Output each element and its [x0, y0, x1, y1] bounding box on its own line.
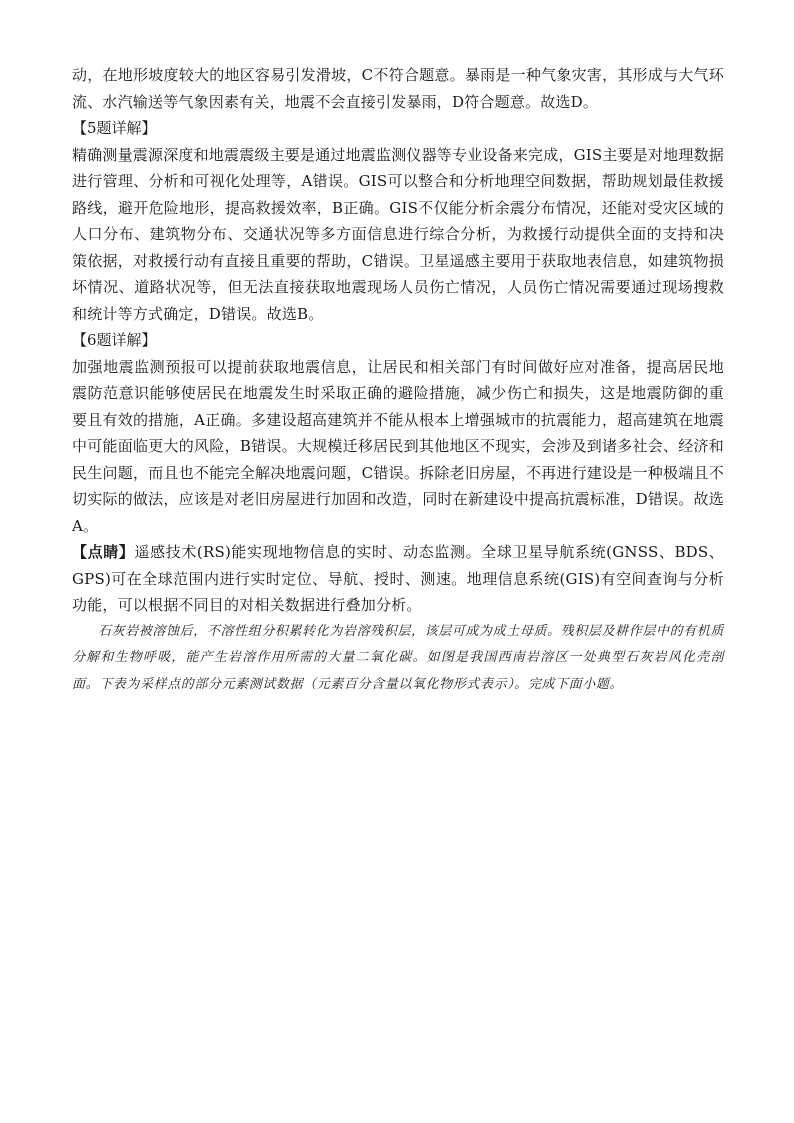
key-point-paragraph [72, 539, 724, 619]
q6-explanation: 加强地震监测预报可以提前获取地震信息，让居民和相关部门有时间做好应对准备，提高居民地震防范意识能够使居民在地震发生时采取正确的避险措施，减少伤亡和损失，这是地震防御的重要且有效的措施，A正确。多建设超高建筑并不能从根本上增强城市的抗震能力，超高建筑在地震中可能面临更大的风险，B错误。大规模迁移居民到其他地区不现实，会涉及到诸多社会、经济和民生问题，而且也不能完全解决地震问题，C错误。拆除老旧房屋，不再进行建设是一种极端且不切实际的做法，应该是对老旧房屋进行加固和改造，同时在新建设中提高抗震标准，D错误。故选A。 [72, 357, 724, 535]
question-intro-paragraph: 石灰岩被溶蚀后，不溶性组分积累转化为岩溶残积层，该层可成为成土母质。残积层及耕作层中的有机质分解和生物呼吸，能产生岩溶作用所需的大量二氧化碳。如图是我国西南岩溶区一处典型石灰岩风化壳剖面。下表为采样点的部分元素测试数据（元素百分含量以氧化物形式表示）。完成下面小题。 [72, 623, 724, 692]
previous-answer-paragraph: 动，在地形坡度较大的地区容易引发滑坡，C不符合题意。暴雨是一种气象灾害，其形成与大气环流、水汽输送等气象因素有关，地震不会直接引发暴雨，D符合题意。故选D。 [72, 66, 724, 111]
q5-explanation: 精确测量震源深度和地震震级主要是通过地震监测仪器等专业设备来完成，GIS主要是对地理数据进行管理、分析和可视化处理等，A错误。GIS可以整合和分析地理空间数据，帮助规划最佳救援路线，避开危险地形，提高救援效率，B正确。GIS不仅能分析余震分布情况，还能对受灾区域的人口分布、建筑物分布、交通状况等多方面信息进行综合分析，为救援行动提供全面的支持和决策依据，对救援行动有直接且重要的帮助，C错误。卫星遥感主要用于获取地表信息，如建筑物损坏情况、道路状况等，但无法直接获取地震现场人员伤亡情况，人员伤亡情况需要通过现场搜救和统计等方式确定，D错误。故选B。 [72, 145, 724, 323]
key-point-label: 【点睛】 [72, 543, 135, 561]
key-point-text: 遥感技术(RS)能实现地物信息的实时、动态监测。全球卫星导航系统(GNSS、BDS、GPS)可在全球范围内进行实时定位、导航、授时、测速。地理信息系统(GIS)有空间查询与分析功能，可以根据不同目的对相关数据进行叠加分析。 [72, 543, 724, 614]
document-page [72, 62, 724, 698]
q6-heading: 【6题详解】 [72, 331, 157, 349]
q5-heading: 【5题详解】 [72, 119, 157, 137]
